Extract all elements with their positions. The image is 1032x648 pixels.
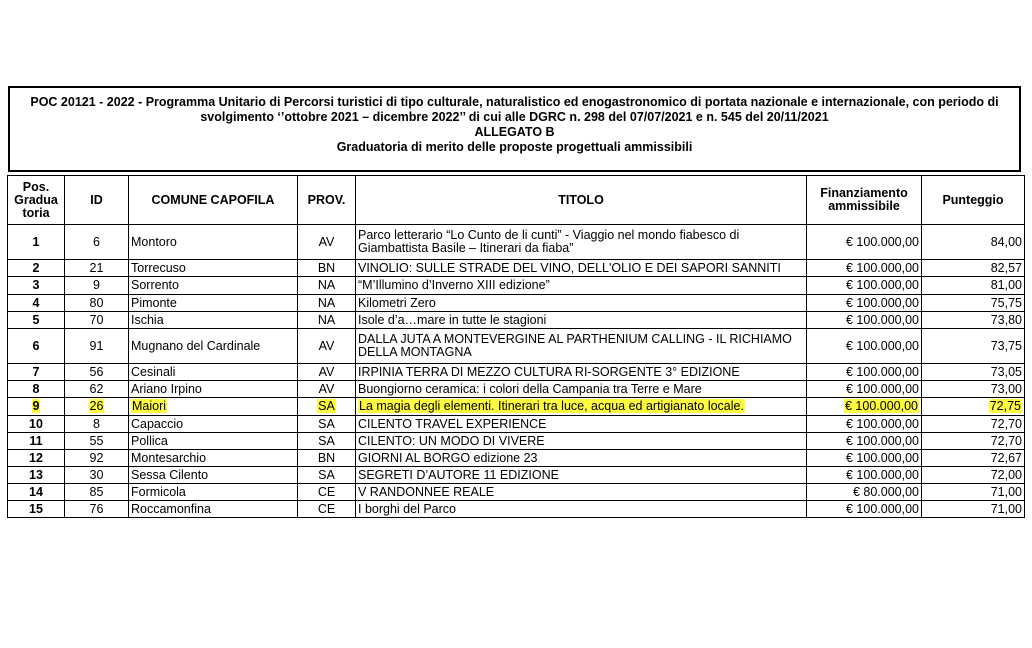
- cell-punteggio: 75,75: [922, 295, 1025, 312]
- cell-position: [8, 398, 65, 416]
- cell-punteggio: 72,70: [922, 433, 1025, 450]
- cell-position: 8: [8, 381, 65, 398]
- cell-id: 76: [65, 501, 129, 518]
- cell-finanziamento: € 100.000,00: [807, 433, 922, 450]
- cell-prov: [298, 398, 356, 416]
- cell-prov: CE: [298, 501, 356, 518]
- header-line-1: POC 20121 - 2022 - Programma Unitario di Percorsi turistici di tipo culturale, naturalistico ed enogastronomico di portata nazionale e internazionale, con periodo di: [30, 95, 999, 109]
- cell-id: 56: [65, 364, 129, 381]
- cell-id: 62: [65, 381, 129, 398]
- cell-finanziamento: € 100.000,00: [807, 450, 922, 467]
- cell-id: 21: [65, 260, 129, 277]
- cell-finanziamento: € 100.000,00: [807, 225, 922, 260]
- cell-prov: NA: [298, 277, 356, 295]
- highlight-mark: 9: [32, 399, 40, 413]
- cell-position: 13: [8, 467, 65, 484]
- cell-position: 3: [8, 277, 65, 295]
- document-header: [8, 86, 1021, 172]
- cell-titolo: GIORNI AL BORGO edizione 23: [356, 450, 807, 467]
- cell-prov: BN: [298, 450, 356, 467]
- cell-finanziamento: € 100.000,00: [807, 277, 922, 295]
- col-header-punteggio: Punteggio: [922, 176, 1025, 225]
- col-header-titolo: TITOLO: [356, 176, 807, 225]
- cell-prov: AV: [298, 381, 356, 398]
- cell-punteggio: 72,70: [922, 416, 1025, 433]
- cell-id: 92: [65, 450, 129, 467]
- cell-titolo: Parco letterario “Lo Cunto de li cunti” - Viaggio nel mondo fiabesco di Giambattista Basile – Itinerari da fiaba”: [356, 225, 807, 260]
- cell-prov: CE: [298, 484, 356, 501]
- cell-comune: Ariano Irpino: [129, 381, 298, 398]
- cell-comune: [129, 398, 298, 416]
- cell-finanziamento: € 80.000,00: [807, 484, 922, 501]
- table-row: [8, 484, 1025, 501]
- cell-comune: Roccamonfina: [129, 501, 298, 518]
- table-row: [8, 364, 1025, 381]
- table-row: [8, 381, 1025, 398]
- cell-titolo: DALLA JUTA A MONTEVERGINE AL PARTHENIUM CALLING - IL RICHIAMO DELLA MONTAGNA: [356, 329, 807, 364]
- cell-position: 14: [8, 484, 65, 501]
- table-row: [8, 277, 1025, 295]
- table-row: [8, 260, 1025, 277]
- cell-comune: Torrecuso: [129, 260, 298, 277]
- cell-finanziamento: € 100.000,00: [807, 329, 922, 364]
- cell-comune: Ischia: [129, 312, 298, 329]
- cell-comune: Pollica: [129, 433, 298, 450]
- cell-id: 6: [65, 225, 129, 260]
- cell-punteggio: [922, 398, 1025, 416]
- cell-titolo: SEGRETI D’AUTORE 11 EDIZIONE: [356, 467, 807, 484]
- cell-finanziamento: € 100.000,00: [807, 501, 922, 518]
- highlight-mark: La magia degli elementi. Itinerari tra luce, acqua ed artigianato locale.: [359, 399, 744, 413]
- cell-punteggio: 73,75: [922, 329, 1025, 364]
- col-header-comune: COMUNE CAPOFILA: [129, 176, 298, 225]
- highlight-mark: 72,75: [989, 399, 1021, 413]
- table-row: [8, 225, 1025, 260]
- cell-position: 5: [8, 312, 65, 329]
- cell-position: 15: [8, 501, 65, 518]
- cell-punteggio: 84,00: [922, 225, 1025, 260]
- col-header-prov: PROV.: [298, 176, 356, 225]
- table-row: [8, 501, 1025, 518]
- cell-prov: AV: [298, 364, 356, 381]
- cell-titolo: “M’Illumino d’Inverno XIII edizione”: [356, 277, 807, 295]
- cell-comune: Mugnano del Cardinale: [129, 329, 298, 364]
- header-line-2: svolgimento ‘’ottobre 2021 – dicembre 2022’’ di cui alle DGRC n. 298 del 07/07/2021 e n. 545 del 20/11/2021: [200, 110, 829, 124]
- cell-punteggio: 73,05: [922, 364, 1025, 381]
- cell-prov: BN: [298, 260, 356, 277]
- cell-titolo: IRPINIA TERRA DI MEZZO CULTURA RI-SORGENTE 3° EDIZIONE: [356, 364, 807, 381]
- cell-titolo: [356, 398, 807, 416]
- cell-prov: NA: [298, 312, 356, 329]
- cell-finanziamento: € 100.000,00: [807, 416, 922, 433]
- table-row: [8, 467, 1025, 484]
- table-row: [8, 433, 1025, 450]
- cell-id: 9: [65, 277, 129, 295]
- highlight-mark: € 100.000,00: [845, 399, 918, 413]
- cell-id: 80: [65, 295, 129, 312]
- cell-punteggio: 81,00: [922, 277, 1025, 295]
- ranking-table: [7, 175, 1025, 518]
- cell-position: 12: [8, 450, 65, 467]
- cell-punteggio: 82,57: [922, 260, 1025, 277]
- highlight-mark: SA: [318, 399, 335, 413]
- cell-comune: Sorrento: [129, 277, 298, 295]
- table-row: [8, 450, 1025, 467]
- cell-id: 85: [65, 484, 129, 501]
- cell-comune: Cesinali: [129, 364, 298, 381]
- highlight-mark: Maiori: [132, 399, 167, 413]
- table-row: [8, 329, 1025, 364]
- cell-prov: AV: [298, 329, 356, 364]
- table-header-row: [8, 176, 1025, 225]
- cell-finanziamento: [807, 398, 922, 416]
- cell-comune: Sessa Cilento: [129, 467, 298, 484]
- cell-id: 70: [65, 312, 129, 329]
- col-header-finanziamento: Finanziamento ammissibile: [807, 176, 922, 225]
- cell-prov: SA: [298, 416, 356, 433]
- cell-position: 1: [8, 225, 65, 260]
- cell-id: 91: [65, 329, 129, 364]
- table-row: [8, 312, 1025, 329]
- table-row: [8, 398, 1025, 416]
- cell-finanziamento: € 100.000,00: [807, 381, 922, 398]
- cell-position: 10: [8, 416, 65, 433]
- cell-titolo: VINOLIO: SULLE STRADE DEL VINO, DELL'OLIO E DEI SAPORI SANNITI: [356, 260, 807, 277]
- cell-prov: NA: [298, 295, 356, 312]
- cell-finanziamento: € 100.000,00: [807, 467, 922, 484]
- cell-prov: AV: [298, 225, 356, 260]
- highlight-mark: 26: [89, 399, 104, 413]
- cell-titolo: I borghi del Parco: [356, 501, 807, 518]
- cell-punteggio: 73,80: [922, 312, 1025, 329]
- cell-finanziamento: € 100.000,00: [807, 364, 922, 381]
- cell-comune: Pimonte: [129, 295, 298, 312]
- cell-titolo: Buongiorno ceramica: i colori della Campania tra Terre e Mare: [356, 381, 807, 398]
- cell-finanziamento: € 100.000,00: [807, 295, 922, 312]
- cell-finanziamento: € 100.000,00: [807, 312, 922, 329]
- cell-titolo: Isole d’a…mare in tutte le stagioni: [356, 312, 807, 329]
- cell-comune: Formicola: [129, 484, 298, 501]
- cell-prov: SA: [298, 433, 356, 450]
- cell-punteggio: 72,00: [922, 467, 1025, 484]
- cell-position: 6: [8, 329, 65, 364]
- cell-titolo: CILENTO TRAVEL EXPERIENCE: [356, 416, 807, 433]
- table-row: [8, 295, 1025, 312]
- cell-titolo: Kilometri Zero: [356, 295, 807, 312]
- table-row: [8, 416, 1025, 433]
- col-header-pos: Pos. Gradua toria: [8, 176, 65, 225]
- cell-id: [65, 398, 129, 416]
- cell-punteggio: 71,00: [922, 501, 1025, 518]
- cell-position: 11: [8, 433, 65, 450]
- cell-id: 55: [65, 433, 129, 450]
- cell-id: 8: [65, 416, 129, 433]
- cell-position: 7: [8, 364, 65, 381]
- header-allegato: ALLEGATO B: [474, 125, 555, 139]
- cell-comune: Montesarchio: [129, 450, 298, 467]
- cell-position: 2: [8, 260, 65, 277]
- cell-comune: Capaccio: [129, 416, 298, 433]
- header-subtitle: Graduatoria di merito delle proposte progettuali ammissibili: [336, 140, 693, 154]
- cell-punteggio: 72,67: [922, 450, 1025, 467]
- col-header-id: ID: [65, 176, 129, 225]
- cell-prov: SA: [298, 467, 356, 484]
- cell-titolo: V RANDONNEE REALE: [356, 484, 807, 501]
- cell-comune: Montoro: [129, 225, 298, 260]
- cell-punteggio: 71,00: [922, 484, 1025, 501]
- cell-position: 4: [8, 295, 65, 312]
- cell-punteggio: 73,00: [922, 381, 1025, 398]
- cell-id: 30: [65, 467, 129, 484]
- cell-titolo: CILENTO: UN MODO DI VIVERE: [356, 433, 807, 450]
- cell-finanziamento: € 100.000,00: [807, 260, 922, 277]
